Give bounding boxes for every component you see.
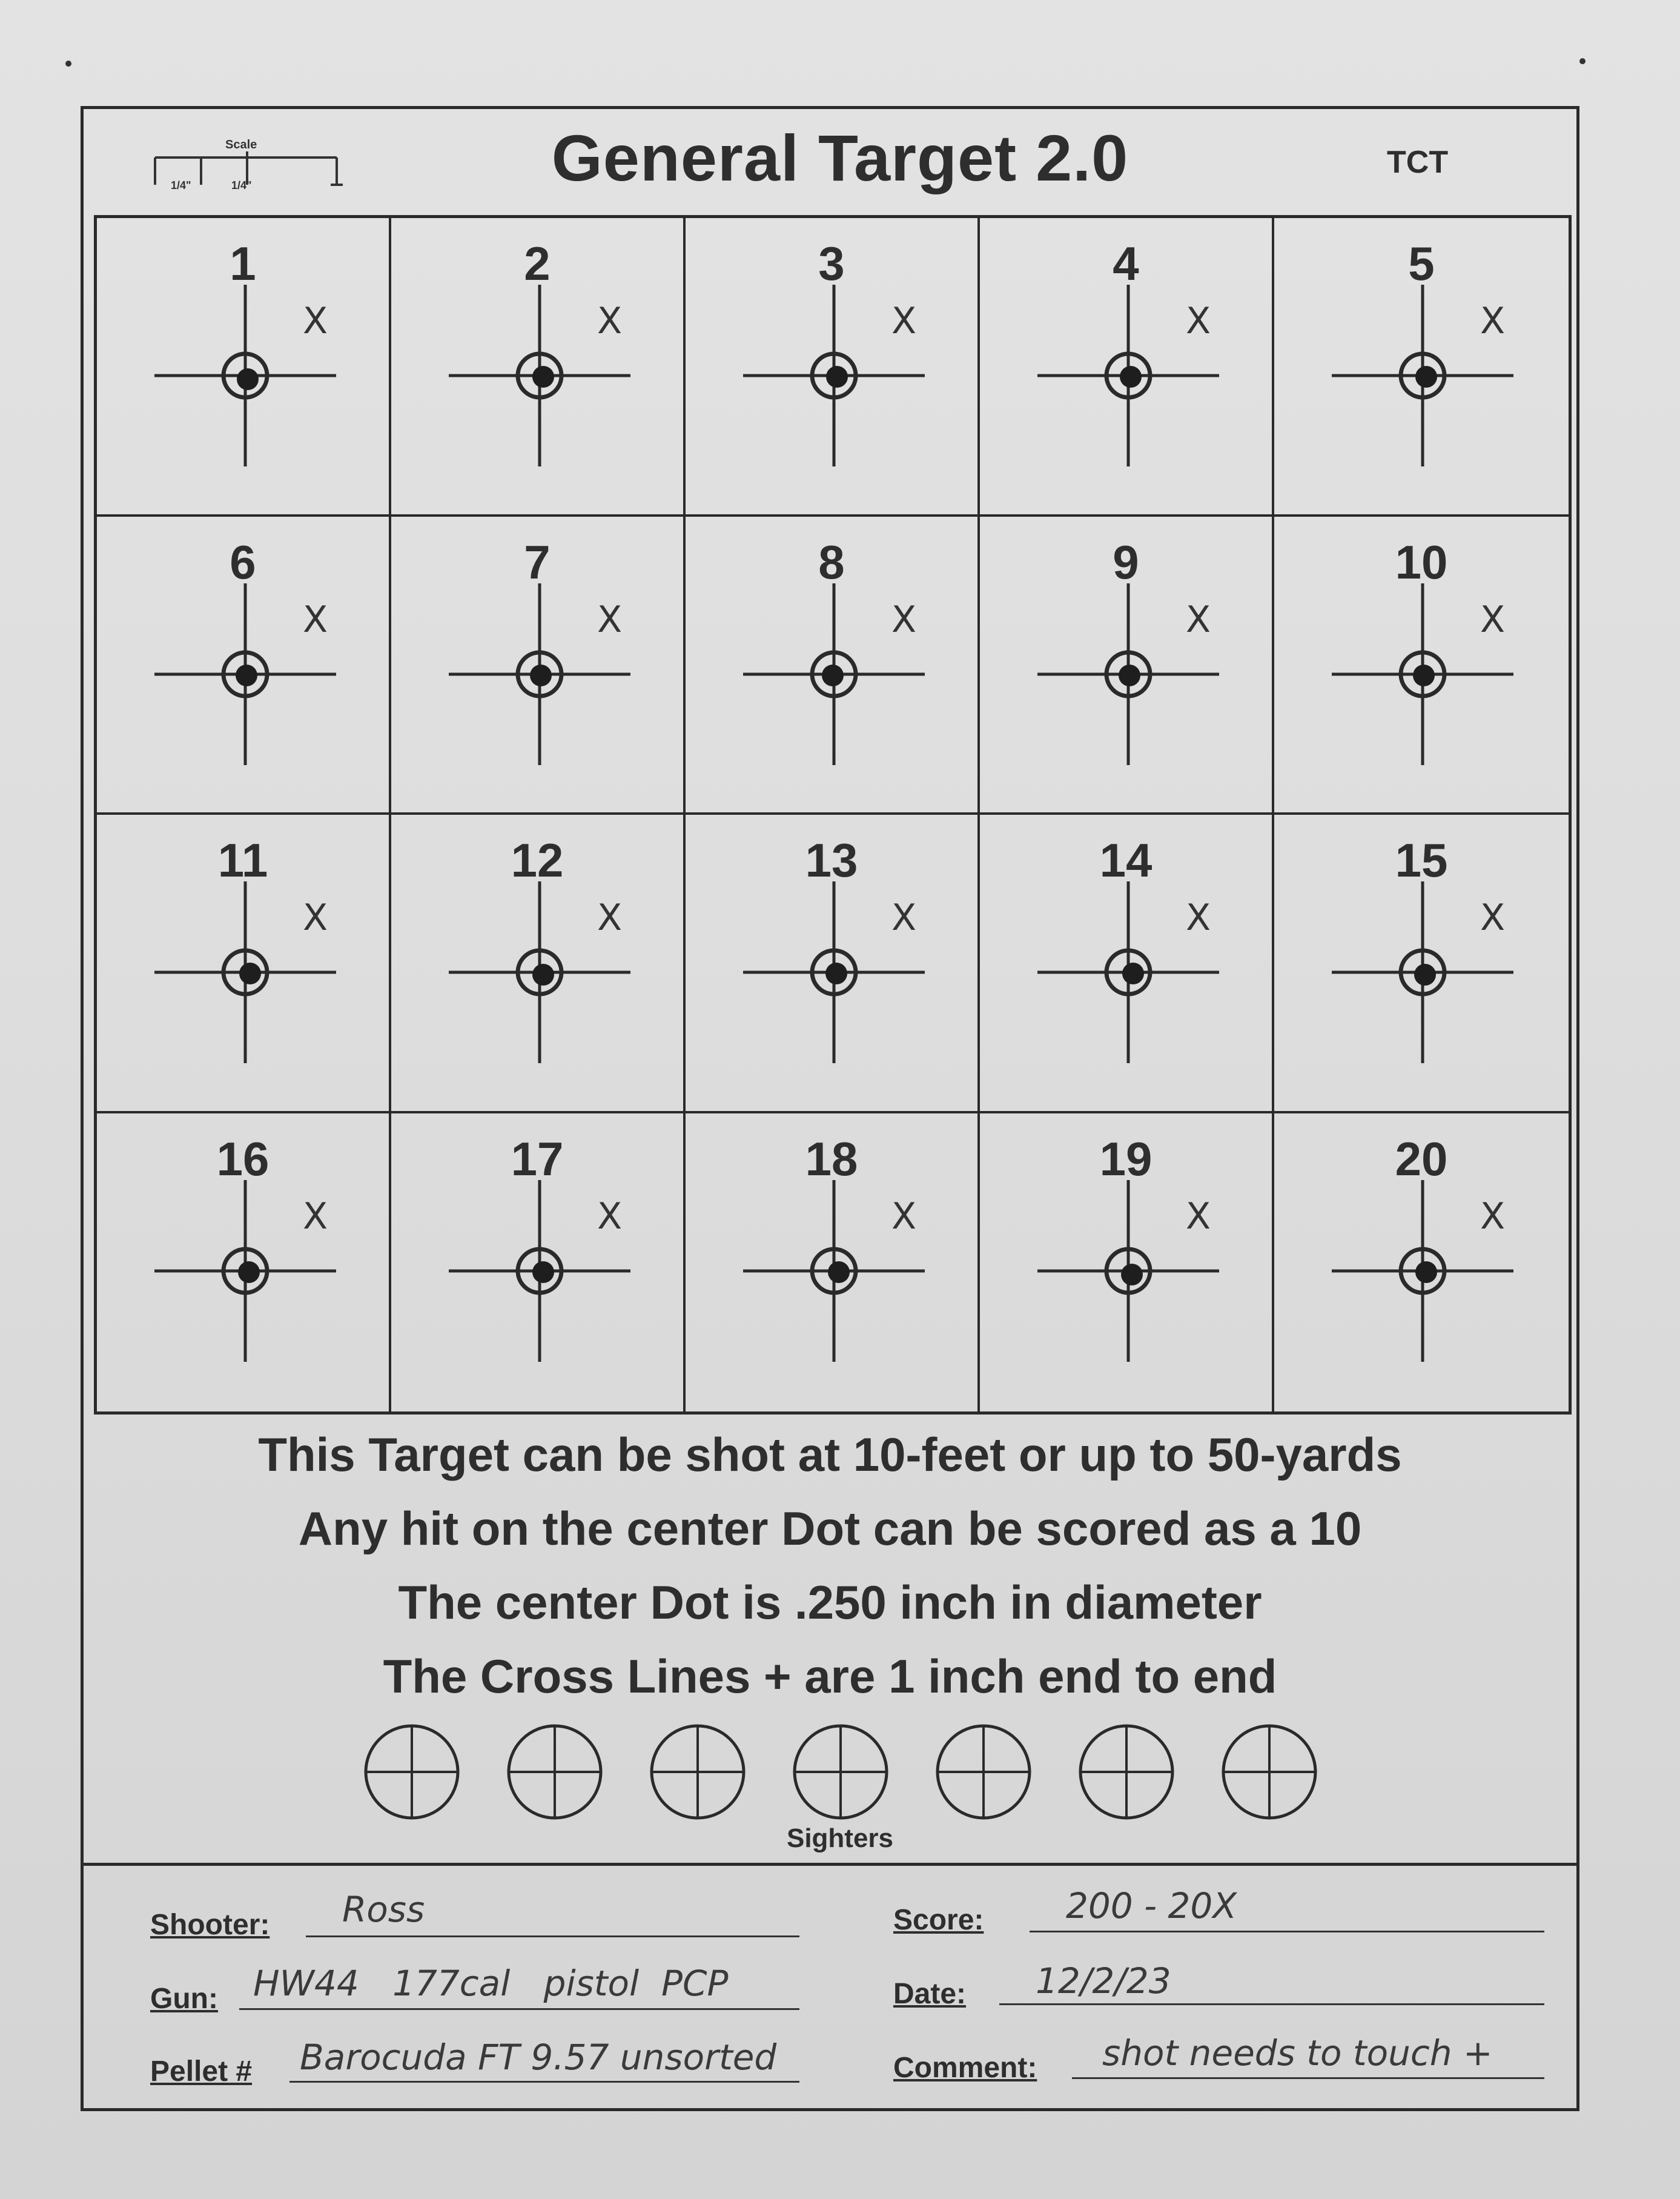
target-number: 7 [524, 535, 551, 589]
target-number: 11 [217, 834, 268, 887]
hit-mark: X [891, 1195, 917, 1238]
crosshair-target-icon [1031, 279, 1225, 473]
crosshair-target-icon [1326, 279, 1520, 473]
gun-underline [239, 2008, 799, 2010]
target-number: 19 [1099, 1132, 1153, 1186]
target-cell [686, 218, 980, 517]
target-cell [980, 218, 1274, 517]
pellet-hole [828, 1261, 850, 1283]
hit-mark: X [891, 897, 917, 939]
hit-mark: X [303, 1195, 328, 1238]
score-value[interactable]: 200 - 20X [1066, 1885, 1237, 1926]
paper-speck [1579, 58, 1586, 64]
target-grid [94, 215, 1572, 1415]
hit-mark: X [891, 598, 917, 641]
gun-label: Gun: [150, 1983, 218, 2015]
target-cell [686, 517, 980, 815]
hit-mark: X [1186, 897, 1211, 939]
rule-line: The center Dot is .250 inch in diameter [398, 1576, 1262, 1629]
target-number: 20 [1395, 1132, 1448, 1186]
score-label: Score: [893, 1904, 984, 1936]
hit-mark: X [303, 300, 328, 342]
pellet-hole [1415, 366, 1437, 388]
sighter-target-icon [795, 1726, 887, 1818]
pellet-hole [822, 665, 844, 686]
target-cell [686, 1113, 980, 1412]
target-number: 2 [524, 237, 551, 290]
hit-mark: X [1480, 1195, 1506, 1238]
hit-mark: X [1480, 300, 1506, 342]
date-label: Date: [893, 1978, 967, 2010]
target-number: 3 [818, 237, 845, 290]
rule-line: This Target can be shot at 10-feet or up to 50-yards [258, 1428, 1402, 1481]
target-cell [391, 517, 686, 815]
hit-mark: X [1186, 1195, 1211, 1238]
pellet-hole [1121, 1264, 1143, 1285]
crosshair-target-icon [1326, 577, 1520, 771]
pellet-underline [289, 2081, 799, 2083]
target-number: 16 [216, 1132, 270, 1186]
date-underline [999, 2003, 1544, 2005]
pellet-hole [1120, 366, 1142, 388]
target-cell [97, 1113, 391, 1412]
target-number: 12 [511, 834, 564, 887]
crosshair-target-icon [737, 577, 931, 771]
pellet-value[interactable]: Barocuda FT 9.57 unsorted [300, 2037, 777, 2078]
pellet-hole [1119, 665, 1140, 686]
crosshair-target-icon [1326, 875, 1520, 1069]
crosshair-target-icon [148, 1174, 342, 1368]
shooter-underline [306, 1935, 799, 1937]
hit-mark: X [303, 598, 328, 641]
hit-mark: X [597, 897, 623, 939]
comment-underline [1072, 2077, 1544, 2079]
target-number: 1 [230, 237, 256, 290]
shooter-value[interactable]: Ross [342, 1889, 425, 1930]
crosshair-target-icon [737, 875, 931, 1069]
comment-label: Comment: [893, 2052, 1037, 2084]
crosshair-target-icon [1031, 875, 1225, 1069]
crosshair-target-icon [1031, 1174, 1225, 1368]
target-cell [686, 815, 980, 1113]
target-cell [391, 1113, 686, 1412]
target-number: 13 [805, 834, 858, 887]
hit-mark: X [1480, 897, 1506, 939]
hit-mark: X [597, 598, 623, 641]
brand-label: TCT [1387, 145, 1449, 180]
pellet-hole [237, 368, 259, 390]
target-cell [97, 815, 391, 1113]
crosshair-target-icon [148, 577, 342, 771]
crosshair-target-icon [443, 875, 637, 1069]
pellet-hole [825, 963, 847, 984]
sighters-label: Sighters [786, 1823, 894, 1853]
pellet-hole [532, 1261, 554, 1283]
pellet-hole [532, 964, 554, 986]
crosshair-target-icon [443, 577, 637, 771]
page-title: General Target 2.0 [551, 121, 1129, 194]
form-divider [81, 1863, 1579, 1866]
target-cell [97, 517, 391, 815]
sighter-target-icon [938, 1726, 1030, 1818]
target-number: 6 [230, 535, 256, 589]
crosshair-target-icon [1031, 577, 1225, 771]
pellet-hole [532, 366, 554, 388]
pellet-label: Pellet # [150, 2055, 253, 2088]
sighter-target-icon [1080, 1726, 1172, 1818]
target-cell [980, 1113, 1274, 1412]
target-number: 15 [1395, 834, 1448, 887]
target-cell [1274, 1113, 1569, 1412]
hit-mark: X [303, 897, 328, 939]
crosshair-target-icon [443, 279, 637, 473]
crosshair-target-icon [443, 1174, 637, 1368]
target-number: 18 [805, 1132, 858, 1186]
hit-mark: X [1480, 598, 1506, 641]
rule-line: Any hit on the center Dot can be scored as a 10 [298, 1502, 1362, 1555]
sighter-target-icon [509, 1726, 601, 1818]
hit-mark: X [1186, 598, 1211, 641]
rule-line: The Cross Lines + are 1 inch end to end [383, 1650, 1277, 1703]
target-number: 10 [1395, 535, 1448, 589]
pellet-hole [1414, 964, 1436, 986]
target-number: 5 [1408, 237, 1435, 290]
pellet-hole [530, 665, 552, 686]
hit-mark: X [597, 1195, 623, 1238]
sighter-target-icon [652, 1726, 744, 1818]
target-cell [980, 517, 1274, 815]
target-cell [1274, 815, 1569, 1113]
target-number: 9 [1113, 535, 1139, 589]
paper-speck [65, 61, 71, 67]
crosshair-target-icon [1326, 1174, 1520, 1368]
scale-mark: 1/4" [231, 179, 252, 191]
target-cell [1274, 218, 1569, 517]
sighter-target-icon [1223, 1726, 1315, 1818]
crosshair-target-icon [737, 1174, 931, 1368]
scale-mark: 1/4" [171, 179, 191, 191]
target-cell [1274, 517, 1569, 815]
hit-mark: X [1186, 300, 1211, 342]
crosshair-target-icon [737, 279, 931, 473]
target-cell [391, 218, 686, 517]
target-cell [980, 815, 1274, 1113]
pellet-hole [1413, 665, 1435, 686]
date-value[interactable]: 12/2/23 [1036, 1960, 1171, 2002]
pellet-hole [826, 366, 848, 388]
pellet-hole [236, 665, 257, 686]
target-cell [97, 218, 391, 517]
hit-mark: X [597, 300, 623, 342]
sighter-target-icon [366, 1726, 458, 1818]
shooter-label: Shooter: [150, 1909, 270, 1941]
rules-block [81, 1418, 1579, 1713]
target-number: 14 [1099, 834, 1153, 887]
crosshair-target-icon [148, 875, 342, 1069]
hit-mark: X [891, 300, 917, 342]
gun-value[interactable]: HW44 177cal pistol PCP [253, 1963, 729, 2004]
target-number: 17 [511, 1132, 564, 1186]
pellet-hole [1122, 963, 1144, 984]
target-number: 4 [1113, 237, 1139, 290]
sighters-row [357, 1720, 1326, 1823]
pellet-hole [239, 963, 261, 984]
scale-label: Scale [225, 138, 257, 151]
pellet-hole [1415, 1261, 1437, 1283]
comment-value[interactable]: shot needs to touch + [1102, 2032, 1493, 2074]
target-cell [391, 815, 686, 1113]
score-underline [1030, 1931, 1544, 1932]
crosshair-target-icon [148, 279, 342, 473]
target-number: 8 [818, 535, 845, 589]
pellet-hole [238, 1261, 260, 1283]
